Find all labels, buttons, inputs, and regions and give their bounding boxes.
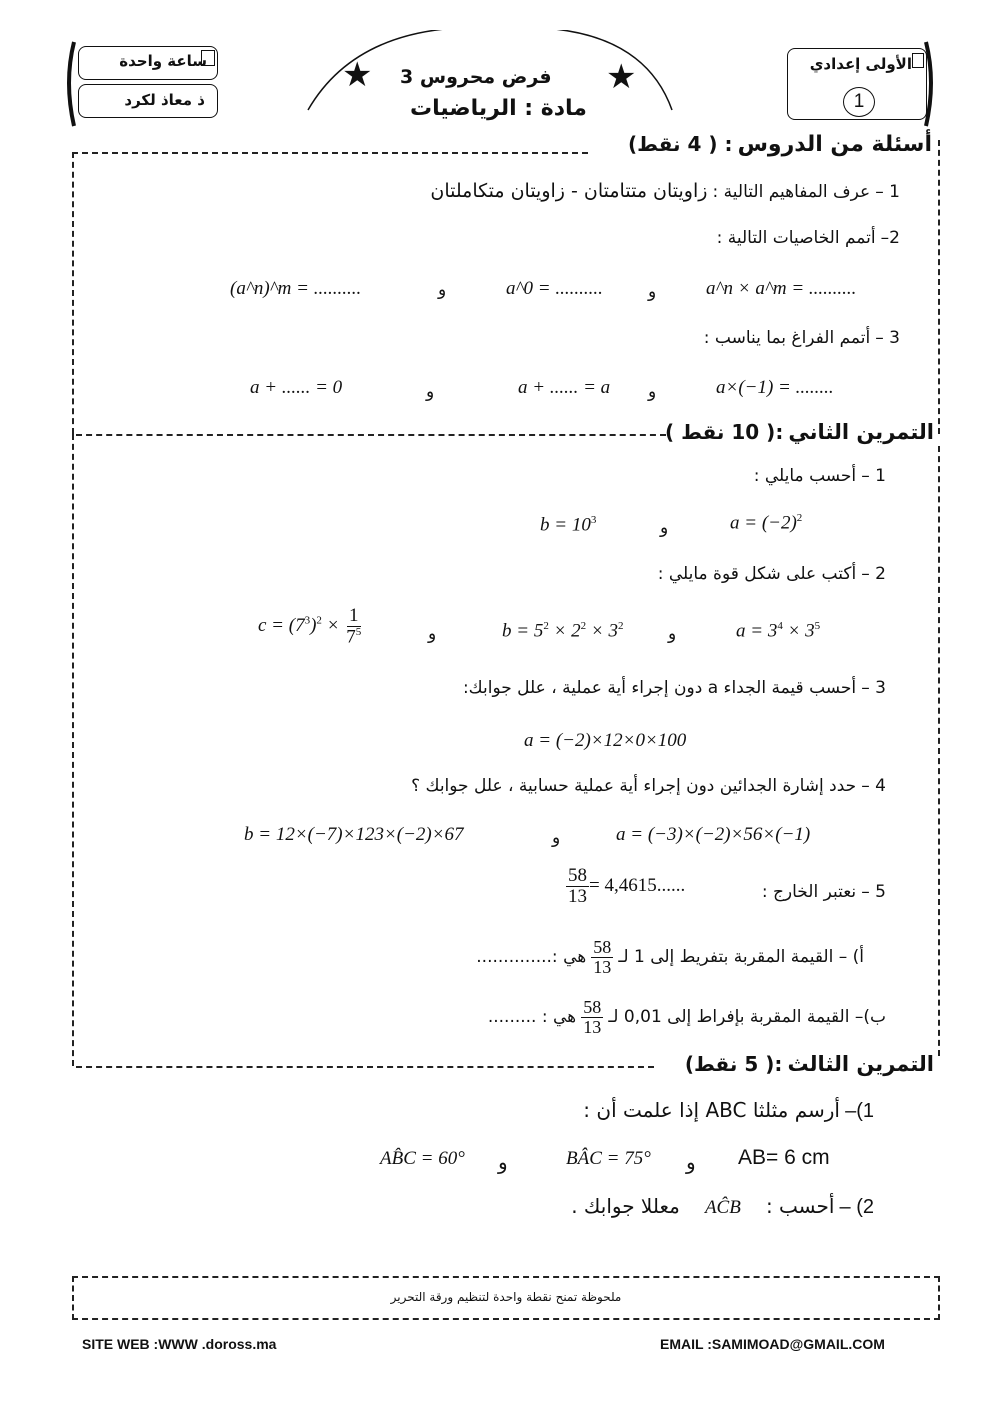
page-title: فرض محروس 3: [400, 66, 552, 88]
s3-q1-text: أرسم مثلثا ABC إذا علمت أن :: [583, 1098, 840, 1122]
s2-q5-b-fraction: [581, 998, 603, 1037]
s1-q3-expr-2: a + ...... = a: [518, 377, 611, 398]
section-1-top-line: [72, 152, 588, 154]
s1-q2-expr-2: a^0 = ..........: [506, 278, 603, 299]
section-1-right-border: [938, 140, 940, 434]
section-3-points: :( 5 نقط): [684, 1052, 783, 1076]
s2-q2-expr-a: $a = 3^4 \times 3^5$: [736, 620, 821, 642]
s3-q1-abc: AB̂C = 60°: [380, 1148, 465, 1169]
s2-q5-a: [476, 938, 864, 977]
s2-q5-b-text: ب)– القيمة المقربة بإفراط إلى 0,01 لـ: [608, 1006, 886, 1027]
s1-and: و: [648, 282, 657, 302]
exam-number-circle: 1: [843, 87, 875, 117]
s2-q5-expr: [566, 866, 685, 907]
star-icon-right: ★: [606, 57, 637, 97]
note-box: [72, 1276, 940, 1320]
s1-q3-expr-3: a + ...... = 0: [250, 377, 343, 398]
s2-q2-text: أكتب على شكل قوة مايلي :: [657, 564, 857, 584]
s2-q3-expr: a = (−2)×12×0×100: [524, 730, 687, 751]
teacher-text: ذ معاذ لكرد: [124, 91, 205, 109]
checkbox-icon: [201, 50, 215, 66]
fraction-numerator: 58: [583, 997, 602, 1017]
page-subtitle: مادة : الرياضيات: [410, 96, 587, 121]
note-text: ملحوظة تمنح نقطة واحدة لتنظيم ورقة التحرير: [390, 1290, 622, 1304]
s1-and: و: [438, 280, 447, 300]
footer-email: EMAIL :SAMIMOAD@GMAIL.COM: [660, 1336, 885, 1352]
s2-and: و: [428, 624, 437, 644]
s1-q2-expr-1: a^n × a^m = ..........: [706, 278, 857, 299]
s1-and: و: [648, 382, 657, 402]
s2-q1-num: 1 –: [861, 466, 886, 486]
s2-q2-expr-b: $b = 5^2 \times 2^2 \times 3^2$: [502, 620, 624, 642]
section-2-top-line: [76, 434, 666, 436]
s2-q5: [762, 882, 886, 902]
s3-q1: [583, 1098, 874, 1123]
s2-q4-num: 4 –: [861, 776, 886, 796]
section-1-heading: [628, 132, 932, 157]
section-1-title: أسئلة من الدروس: [737, 132, 932, 157]
s1-q3: [704, 328, 900, 348]
s3-q2-acb: AĈB: [704, 1197, 741, 1218]
s1-q3-num: 3 –: [875, 328, 900, 348]
section-2-heading: [665, 420, 934, 444]
s2-and: و: [660, 518, 669, 538]
duration-text: ساعة واحدة: [119, 52, 207, 70]
s2-q2-num: 2 –: [861, 564, 886, 584]
s1-and: و: [426, 382, 435, 402]
s2-q2-expr-c: $c = (7^3)^2$ × $\frac{1}{7^5}$: [258, 605, 362, 648]
checkbox-icon: [912, 53, 924, 68]
section-1-points: : ( 4 نقط): [628, 132, 733, 156]
s1-q2: [717, 228, 900, 248]
s2-q1: [754, 466, 886, 486]
s3-q2-num: 2) –: [839, 1196, 874, 1218]
s3-and: و: [686, 1150, 696, 1174]
s1-q1-items: زاويتان متتامتان - زاويتان متكاملتان: [430, 180, 708, 202]
s2-q4-text: حدد إشارة الجدائين دون إجراء أية عملية حسابية ، علل جوابك ؟: [411, 776, 857, 796]
s1-q2-expr-3: (a^n)^m = ..........: [230, 278, 362, 299]
s2-q5-b: [488, 998, 886, 1037]
fraction-denominator: 13: [568, 885, 587, 907]
section-1-left-border: [72, 152, 74, 434]
s1-q1-num: 1 –: [875, 182, 900, 202]
s3-q1-num: 1)–: [845, 1100, 874, 1122]
s2-q1-expr-a: $a = (-2)^2$: [730, 512, 803, 534]
fraction-denominator: 13: [583, 1016, 602, 1037]
fraction-numerator: 58: [568, 865, 587, 886]
s1-q3-text: أتمم الفراغ بما يناسب :: [703, 328, 871, 348]
section-2-right-border: [938, 446, 940, 1056]
s2-and: و: [668, 624, 677, 644]
teacher-box: [78, 84, 218, 118]
s3-q1-bac: BÂC = 75°: [566, 1148, 651, 1169]
s1-q2-text: أتمم الخاصيات التالية :: [716, 228, 876, 248]
s2-and: و: [552, 828, 561, 848]
fraction-numerator: 58: [593, 937, 612, 957]
section-3-heading: [685, 1052, 934, 1076]
s1-q3-expr-1: a×(−1) = ........: [716, 377, 834, 398]
s3-q2: [571, 1194, 874, 1219]
level-text: الأولى إعدادي: [809, 55, 912, 73]
s3-and: و: [498, 1150, 508, 1174]
s1-q1: [430, 180, 900, 202]
section-3-top-line: [76, 1066, 654, 1068]
s3-q2-end: معللا جوابك .: [571, 1194, 680, 1218]
s2-q5-b-end: هي : .........: [487, 1006, 577, 1027]
duration-box: [78, 46, 218, 80]
s2-q4: [411, 776, 886, 796]
s2-q5-expr-value: = 4,4615......: [589, 874, 686, 896]
section-3-title: التمرين الثالث: [787, 1052, 934, 1076]
s2-q5-text: نعتبر الخارج :: [761, 882, 857, 902]
s2-q3-num: 3 –: [861, 678, 886, 698]
level-box: [787, 48, 927, 120]
s2-q1-expr-b: $b = 10^3$: [540, 514, 597, 536]
section-2-title: التمرين الثاني: [788, 420, 934, 444]
section-2-left-border: [72, 434, 74, 1066]
s2-q5-a-text: أ) – القيمة المقربة بتفريط إلى 1 لـ: [618, 946, 864, 967]
s2-q1-text: أحسب مايلي :: [753, 466, 857, 486]
s3-q2-text: أحسب :: [765, 1194, 835, 1218]
s2-q5-num: 5 –: [861, 882, 886, 902]
s2-q5-a-fraction: [591, 938, 613, 977]
section-2-points: :( 10 نقط ): [664, 420, 784, 444]
s2-q4-expr-a: a = (−3)×(−2)×56×(−1): [616, 824, 811, 845]
s2-q2: [658, 564, 886, 584]
footer-site: SITE WEB :WWW .doross.ma: [82, 1336, 277, 1352]
s2-q5-a-end: هي :..............: [476, 946, 587, 967]
s2-q3: [463, 678, 886, 698]
s3-q1-ab: AB= 6 cm: [738, 1146, 830, 1169]
s1-q2-num: 2–: [880, 228, 900, 248]
s2-q3-text: أحسب قيمة الجداء a دون إجراء أية عملية ، علل جوابك:: [462, 678, 857, 698]
s1-q1-text: عرف المفاهيم التالية :: [712, 182, 871, 202]
star-icon-left: ★: [342, 55, 373, 95]
fraction-denominator: 13: [593, 956, 612, 977]
s2-q4-expr-b: b = 12×(−7)×123×(−2)×67: [244, 824, 464, 845]
